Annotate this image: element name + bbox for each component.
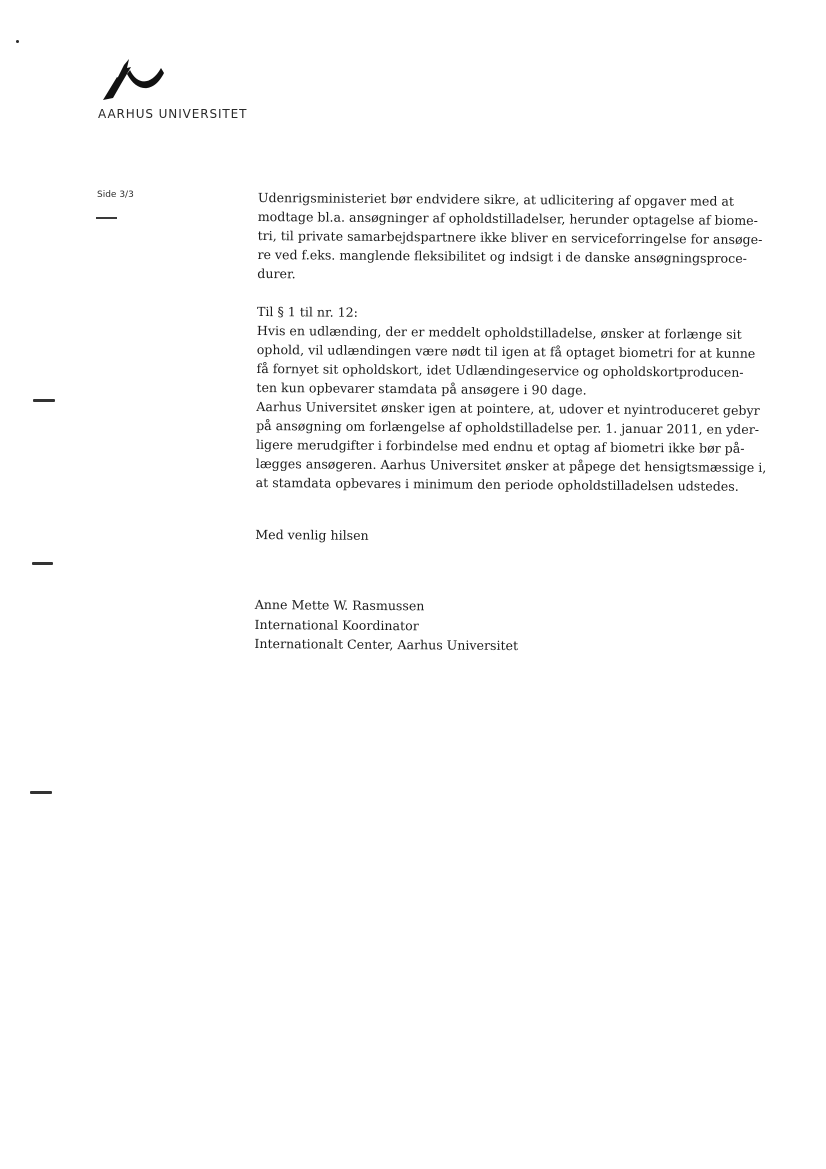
body-line: ophold, vil udlændingen være nødt til igen at få optaget biometri for at kunne bbox=[256, 341, 756, 361]
body-line: lægges ansøgeren. Aarhus Universitet ønsker at påpege det hensigtsmæssige i, bbox=[255, 455, 767, 476]
scan-speck bbox=[16, 40, 19, 43]
body-line: at stamdata opbevares i minimum den periode opholdstilladelsen udstedes. bbox=[255, 474, 739, 494]
fold-mark bbox=[30, 791, 52, 794]
fold-mark bbox=[33, 399, 55, 402]
fold-mark bbox=[32, 562, 53, 565]
body-line: Udenrigsministeriet bør endvidere sikre, at udlicitering af opgaver med at bbox=[257, 189, 735, 209]
body-line: durer. bbox=[257, 265, 296, 282]
body-line: Hvis en udlænding, der er meddelt opholdstilladelse, ønsker at forlænge sit bbox=[256, 322, 742, 342]
body-line: ten kun opbevarer stamdata på ansøgere i 90 dage. bbox=[256, 379, 587, 398]
signature-title: International Koordinator bbox=[254, 616, 419, 633]
signature-department: Internationalt Center, Aarhus Universitet bbox=[254, 635, 519, 654]
body-line: få fornyet sit opholdskort, idet Udlændingeservice og opholdskortproducen- bbox=[256, 360, 744, 380]
au-logo-icon bbox=[100, 57, 166, 101]
body-line: tri, til private samarbejdspartnere ikke bliver en serviceforringelse for ansøge- bbox=[257, 227, 763, 247]
body-line: Til § 1 til nr. 12: bbox=[256, 303, 359, 320]
signature-block bbox=[254, 595, 784, 658]
page-label-rule bbox=[96, 217, 117, 219]
signature-name: Anne Mette W. Rasmussen bbox=[254, 596, 425, 614]
university-wordmark: AARHUS UNIVERSITET bbox=[98, 107, 248, 121]
body-line: ligere merudgifter i forbindelse med endnu et optag af biometri ikke bør på- bbox=[255, 436, 745, 456]
letter-body bbox=[254, 188, 788, 658]
body-line: modtage bl.a. ansøgninger af opholdstilladelser, herunder optagelse af biome- bbox=[257, 208, 758, 228]
body-line: på ansøgning om forlængelse af opholdstilladelse per. 1. januar 2011, en yder- bbox=[256, 417, 760, 437]
page-number-label: Side 3/3 bbox=[97, 190, 134, 200]
closing-salutation: Med venlig hilsen bbox=[255, 526, 369, 543]
body-line: re ved f.eks. manglende fleksibilitet og indsigt i de danske ansøgningsproce- bbox=[257, 246, 748, 266]
body-line: Aarhus Universitet ønsker igen at pointere, at, udover et nyintroduceret gebyr bbox=[256, 398, 760, 418]
paragraph-section-12 bbox=[256, 302, 787, 496]
paragraph-outsourcing bbox=[257, 188, 788, 287]
